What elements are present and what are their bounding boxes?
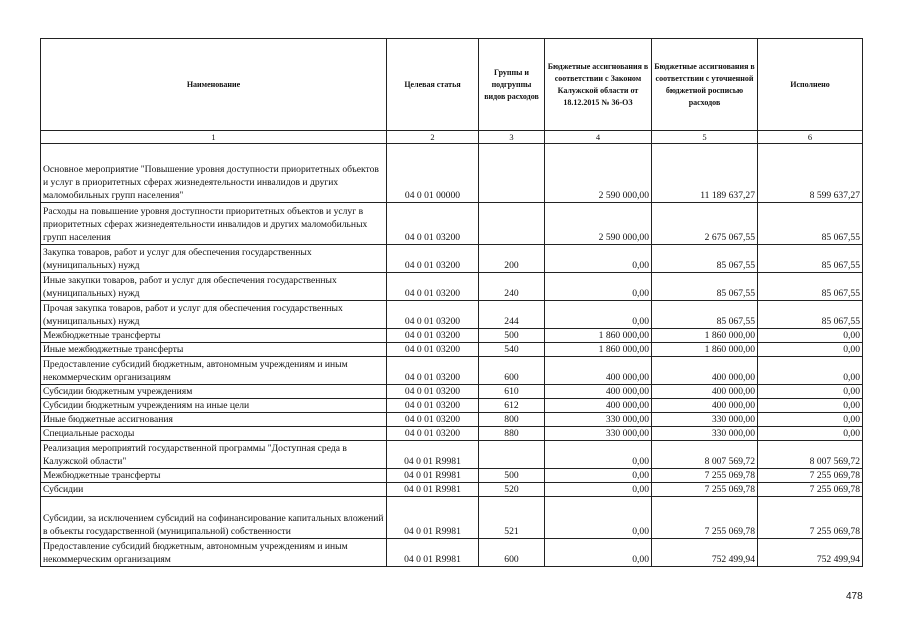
row-law-amount: 0,00 [545, 273, 652, 301]
row-group [479, 203, 545, 245]
row-law-amount: 400 000,00 [545, 399, 652, 413]
row-executed-amount: 0,00 [758, 399, 863, 413]
table-row [41, 144, 863, 203]
row-group: 600 [479, 539, 545, 567]
row-target-code: 04 0 01 R9981 [387, 497, 479, 539]
row-group: 540 [479, 343, 545, 357]
row-group: 880 [479, 427, 545, 441]
row-target-code: 04 0 01 R9981 [387, 469, 479, 483]
row-name: Основное мероприятие "Повышение уровня доступности приоритетных объектов и услуг в приоритетных сферах жизнедеятельности инвалидов и других маломобильных групп населения" [41, 144, 387, 203]
table-row [41, 273, 863, 301]
table-row [41, 245, 863, 273]
row-name: Прочая закупка товаров, работ и услуг для обеспечения государственных (муниципальных) нужд [41, 301, 387, 329]
row-executed-amount: 7 255 069,78 [758, 497, 863, 539]
row-name: Предоставление субсидий бюджетным, автономным учреждениям и иным некоммерческим организациям [41, 539, 387, 567]
row-group: 244 [479, 301, 545, 329]
row-executed-amount: 85 067,55 [758, 203, 863, 245]
row-name: Иные межбюджетные трансферты [41, 343, 387, 357]
row-law-amount: 0,00 [545, 301, 652, 329]
row-group [479, 441, 545, 469]
row-group: 200 [479, 245, 545, 273]
row-target-code: 04 0 01 R9981 [387, 539, 479, 567]
row-target-code: 04 0 01 03200 [387, 329, 479, 343]
row-law-amount: 400 000,00 [545, 385, 652, 399]
row-law-amount: 0,00 [545, 483, 652, 497]
row-refined-amount: 7 255 069,78 [652, 469, 758, 483]
table-row [41, 483, 863, 497]
column-number: 1 [41, 131, 387, 144]
column-number: 5 [652, 131, 758, 144]
row-executed-amount: 0,00 [758, 427, 863, 441]
row-law-amount: 0,00 [545, 539, 652, 567]
row-law-amount: 1 860 000,00 [545, 329, 652, 343]
row-name: Субсидии бюджетным учреждениям [41, 385, 387, 399]
table-row [41, 441, 863, 469]
row-law-amount: 2 590 000,00 [545, 203, 652, 245]
row-name: Реализация мероприятий государственной программы "Доступная среда в Калужской области" [41, 441, 387, 469]
table-row [41, 469, 863, 483]
row-refined-amount: 330 000,00 [652, 427, 758, 441]
row-executed-amount: 85 067,55 [758, 301, 863, 329]
row-refined-amount: 7 255 069,78 [652, 483, 758, 497]
row-name: Расходы на повышение уровня доступности приоритетных объектов и услуг в приоритетных сферах жизнедеятельности инвалидов и других маломобильных групп населения [41, 203, 387, 245]
row-refined-amount: 330 000,00 [652, 413, 758, 427]
row-law-amount: 0,00 [545, 497, 652, 539]
row-name: Закупка товаров, работ и услуг для обеспечения государственных (муниципальных) нужд [41, 245, 387, 273]
row-law-amount: 330 000,00 [545, 427, 652, 441]
row-executed-amount: 752 499,94 [758, 539, 863, 567]
row-target-code: 04 0 01 03200 [387, 301, 479, 329]
row-executed-amount: 8 007 569,72 [758, 441, 863, 469]
table-row [41, 301, 863, 329]
row-target-code: 04 0 01 03200 [387, 343, 479, 357]
header-target-article: Целевая статья [387, 39, 479, 131]
row-executed-amount: 0,00 [758, 385, 863, 399]
row-name: Межбюджетные трансферты [41, 469, 387, 483]
row-target-code: 04 0 01 03200 [387, 357, 479, 385]
row-refined-amount: 400 000,00 [652, 385, 758, 399]
row-executed-amount: 0,00 [758, 343, 863, 357]
table-row [41, 357, 863, 385]
row-target-code: 04 0 01 R9981 [387, 441, 479, 469]
table-row [41, 413, 863, 427]
row-group: 521 [479, 497, 545, 539]
row-group: 800 [479, 413, 545, 427]
table-row [41, 329, 863, 343]
row-refined-amount: 11 189 637,27 [652, 144, 758, 203]
row-group: 240 [479, 273, 545, 301]
row-refined-amount: 2 675 067,55 [652, 203, 758, 245]
row-executed-amount: 0,00 [758, 357, 863, 385]
row-refined-amount: 85 067,55 [652, 245, 758, 273]
table-row [41, 539, 863, 567]
row-name: Иные бюджетные ассигнования [41, 413, 387, 427]
row-group [479, 144, 545, 203]
column-number: 4 [545, 131, 652, 144]
row-name: Субсидии, за исключением субсидий на софинансирование капитальных вложений в объекты государственной (муниципальной) собственности [41, 497, 387, 539]
row-executed-amount: 85 067,55 [758, 245, 863, 273]
row-refined-amount: 400 000,00 [652, 357, 758, 385]
table-row [41, 385, 863, 399]
row-group: 612 [479, 399, 545, 413]
row-law-amount: 2 590 000,00 [545, 144, 652, 203]
row-group: 610 [479, 385, 545, 399]
row-law-amount: 400 000,00 [545, 357, 652, 385]
budget-table [40, 38, 863, 567]
row-name: Субсидии [41, 483, 387, 497]
row-law-amount: 330 000,00 [545, 413, 652, 427]
row-target-code: 04 0 01 03200 [387, 203, 479, 245]
row-target-code: 04 0 01 03200 [387, 385, 479, 399]
row-target-code: 04 0 01 03200 [387, 273, 479, 301]
row-law-amount: 1 860 000,00 [545, 343, 652, 357]
table-row [41, 343, 863, 357]
row-target-code: 04 0 01 R9981 [387, 483, 479, 497]
row-executed-amount: 0,00 [758, 413, 863, 427]
table-body [41, 144, 863, 567]
header-row [41, 39, 863, 131]
row-target-code: 04 0 01 03200 [387, 399, 479, 413]
column-number: 6 [758, 131, 863, 144]
row-executed-amount: 8 599 637,27 [758, 144, 863, 203]
row-law-amount: 0,00 [545, 441, 652, 469]
table-row [41, 497, 863, 539]
column-number: 3 [479, 131, 545, 144]
row-refined-amount: 1 860 000,00 [652, 329, 758, 343]
header-name: Наименование [41, 39, 387, 131]
row-group: 600 [479, 357, 545, 385]
header-assignments-refined: Бюджетные ассигнования в соответствии с уточненной бюджетной росписью расходов [652, 39, 758, 131]
column-number-row [41, 131, 863, 144]
row-executed-amount: 7 255 069,78 [758, 483, 863, 497]
row-refined-amount: 85 067,55 [652, 273, 758, 301]
row-executed-amount: 7 255 069,78 [758, 469, 863, 483]
row-name: Иные закупки товаров, работ и услуг для обеспечения государственных (муниципальных) нужд [41, 273, 387, 301]
table-row [41, 203, 863, 245]
row-executed-amount: 85 067,55 [758, 273, 863, 301]
row-name: Межбюджетные трансферты [41, 329, 387, 343]
row-name: Специальные расходы [41, 427, 387, 441]
row-group: 520 [479, 483, 545, 497]
row-refined-amount: 7 255 069,78 [652, 497, 758, 539]
table-row [41, 427, 863, 441]
row-refined-amount: 1 860 000,00 [652, 343, 758, 357]
row-group: 500 [479, 329, 545, 343]
row-target-code: 04 0 01 00000 [387, 144, 479, 203]
row-law-amount: 0,00 [545, 245, 652, 273]
row-target-code: 04 0 01 03200 [387, 245, 479, 273]
row-law-amount: 0,00 [545, 469, 652, 483]
row-name: Предоставление субсидий бюджетным, автономным учреждениям и иным некоммерческим организациям [41, 357, 387, 385]
row-executed-amount: 0,00 [758, 329, 863, 343]
column-number: 2 [387, 131, 479, 144]
table-header [41, 39, 863, 144]
row-refined-amount: 8 007 569,72 [652, 441, 758, 469]
page-number: 478 [846, 591, 863, 602]
header-assignments-law: Бюджетные ассигнования в соответствии с Законом Калужской области от 18.12.2015 № 36-ОЗ [545, 39, 652, 131]
row-target-code: 04 0 01 03200 [387, 413, 479, 427]
row-group: 500 [479, 469, 545, 483]
table-row [41, 399, 863, 413]
row-refined-amount: 85 067,55 [652, 301, 758, 329]
row-name: Субсидии бюджетным учреждениям на иные цели [41, 399, 387, 413]
row-refined-amount: 400 000,00 [652, 399, 758, 413]
row-refined-amount: 752 499,94 [652, 539, 758, 567]
header-expense-groups: Группы и подгруппы видов расходов [479, 39, 545, 131]
header-executed: Исполнено [758, 39, 863, 131]
row-target-code: 04 0 01 03200 [387, 427, 479, 441]
